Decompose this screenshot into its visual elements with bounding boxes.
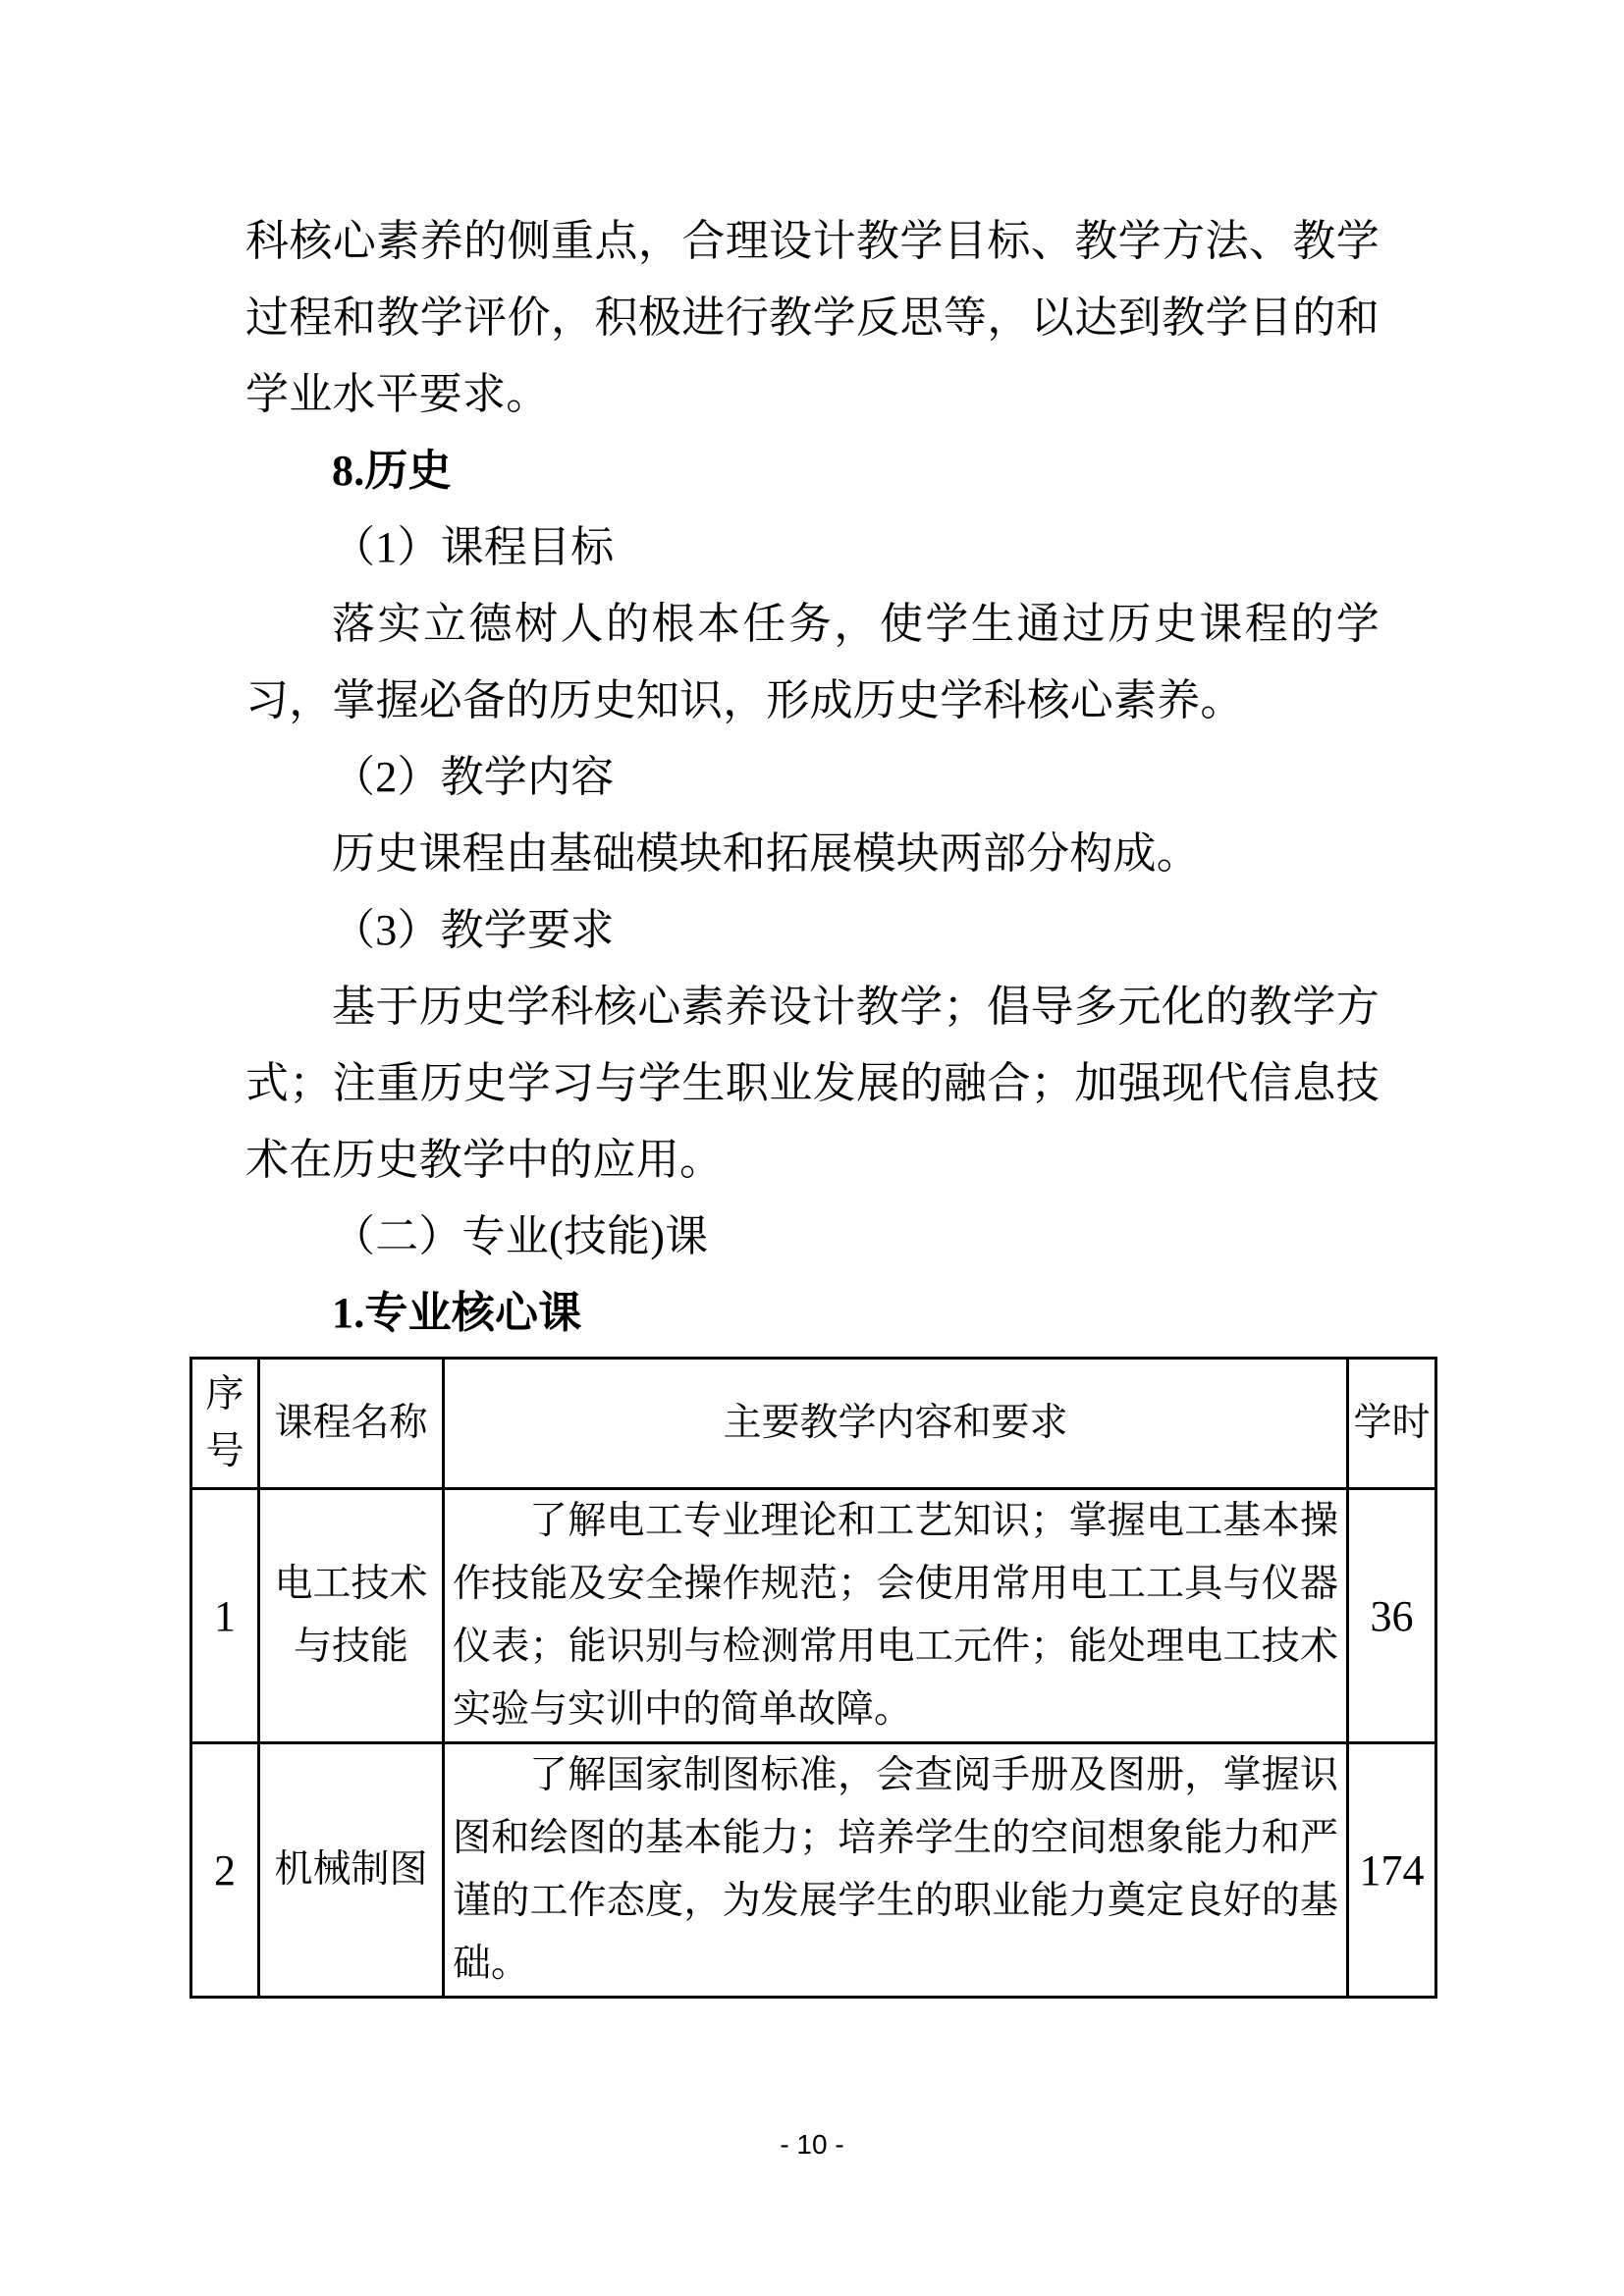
subheading-course-objectives: （1）课程目标 [332, 523, 615, 571]
cell-course-name: 电工技术与技能 [259, 1489, 444, 1743]
cell-row-number: 2 [191, 1743, 259, 1998]
col-header-hours: 学时 [1348, 1359, 1436, 1489]
cell-row-number: 1 [191, 1489, 259, 1743]
heading-core-courses: 1.专业核心课 [332, 1289, 582, 1337]
cell-course-hours: 36 [1348, 1489, 1436, 1743]
subheading-teaching-requirements: （3）教学要求 [332, 906, 615, 954]
heading-history: 8.历史 [332, 447, 452, 495]
cell-course-name: 机械制图 [259, 1743, 444, 1998]
cell-course-hours: 174 [1348, 1743, 1436, 1998]
heading-professional-skill-courses: （二）专业(技能)课 [332, 1212, 709, 1260]
table-row [191, 1743, 1436, 1998]
subheading-teaching-content: （2）教学内容 [332, 753, 615, 801]
cell-course-content: 了解国家制图标准，会查阅手册及图册，掌握识图和绘图的基本能力；培养学生的空间想象能力和严谨的工作态度，为发展学生的职业能力奠定良好的基础。 [444, 1743, 1348, 1998]
body-text-block [245, 203, 1380, 1352]
paragraph-teaching-content: 历史课程由基础模块和拓展模块两部分构成。 [332, 829, 1200, 878]
core-courses-table [189, 1357, 1437, 1999]
col-header-no: 序号 [191, 1359, 259, 1489]
table-row [191, 1489, 1436, 1743]
paragraph-teaching-requirements: 基于历史学科核心素养设计教学；倡导多元化的教学方式；注重历史学习与学生职业发展的融合；加强现代信息技术在历史教学中的应用。 [245, 983, 1380, 1184]
page-number: - 10 - [780, 2129, 844, 2160]
paragraph-course-objectives: 落实立德树人的根本任务，使学生通过历史课程的学习，掌握必备的历史知识，形成历史学科核心素养。 [245, 600, 1380, 724]
col-header-course-name: 课程名称 [259, 1359, 444, 1489]
col-header-content-requirements: 主要教学内容和要求 [444, 1359, 1348, 1489]
table-header-row [191, 1359, 1436, 1489]
cell-course-content: 了解电工专业理论和工艺知识；掌握电工基本操作技能及安全操作规范；会使用常用电工工具与仪器仪表；能识别与检测常用电工元件；能处理电工技术实验与实训中的简单故障。 [444, 1489, 1348, 1743]
paragraph-continuation: 科核心素养的侧重点，合理设计教学目标、教学方法、教学过程和教学评价，积极进行教学反思等，以达到教学目的和学业水平要求。 [245, 217, 1380, 418]
